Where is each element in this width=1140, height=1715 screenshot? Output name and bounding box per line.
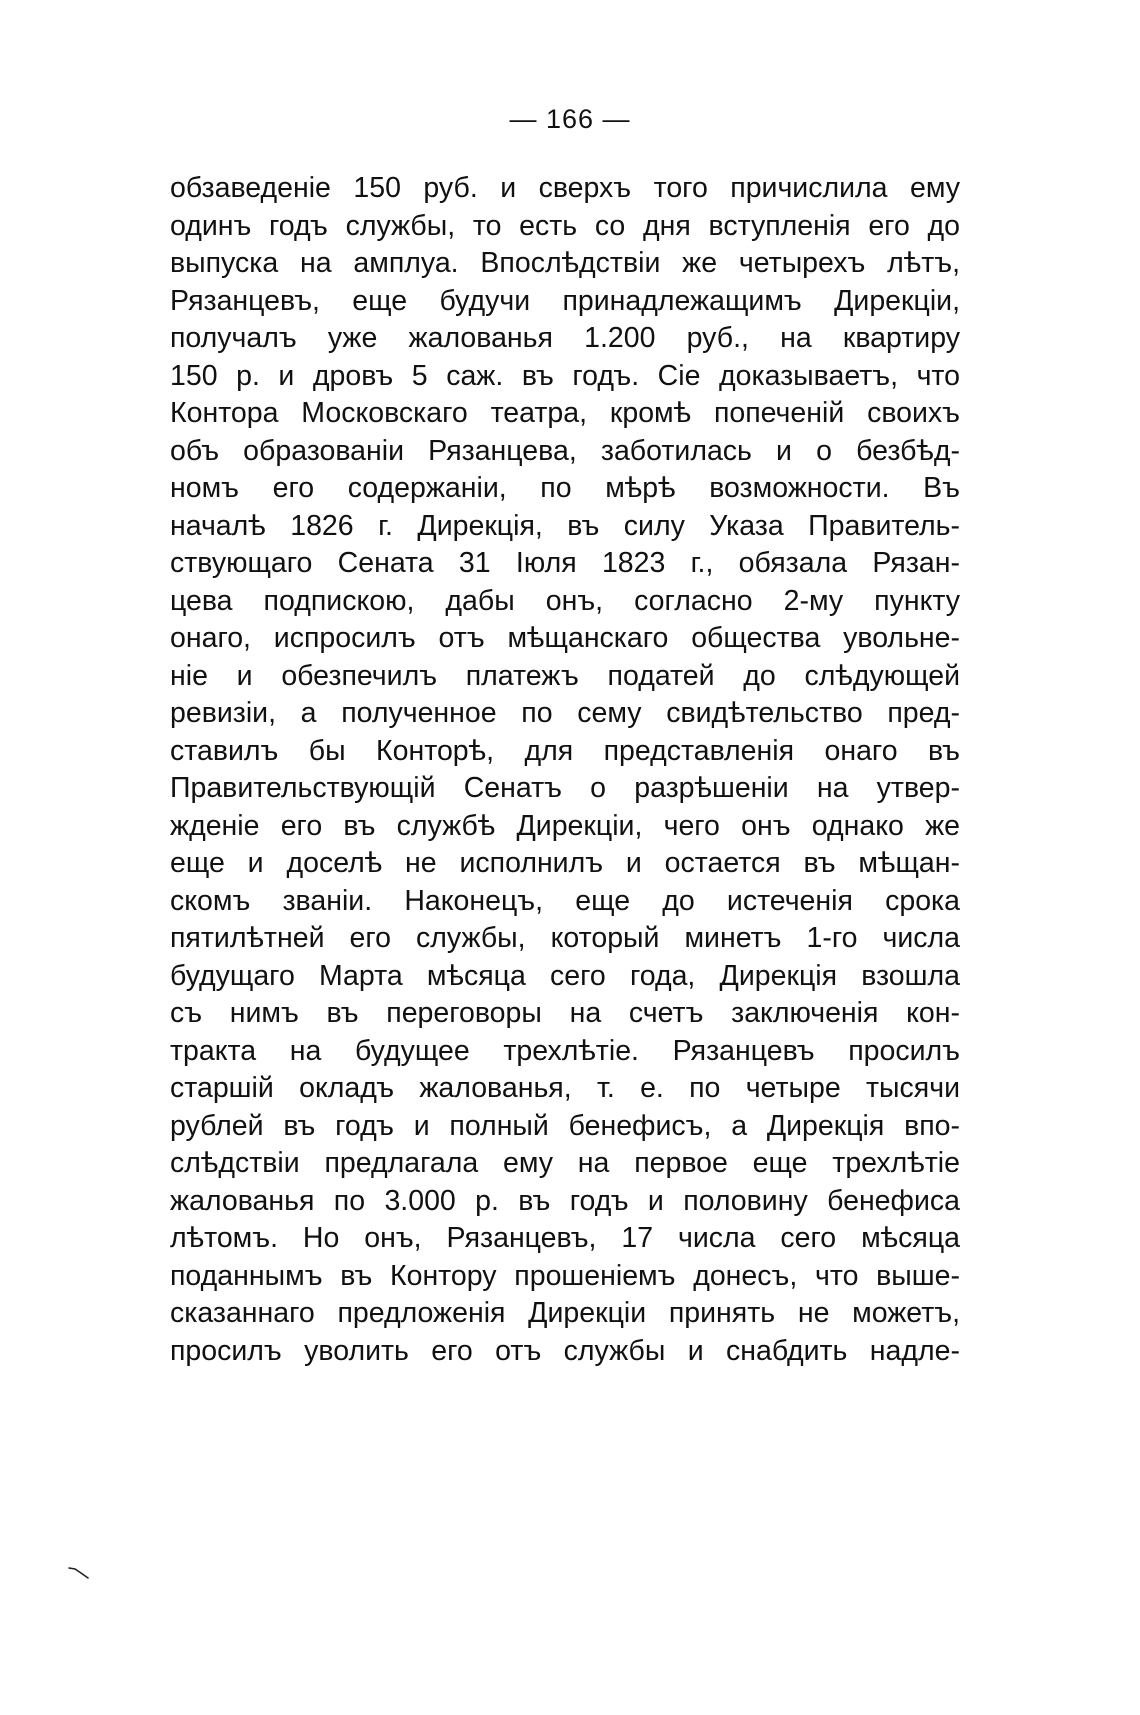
text-line: пятилѣтней его службы, который минетъ 1-го числа [170, 922, 960, 954]
text-line: поданнымъ въ Контору прошеніемъ донесъ, что выше- [170, 1259, 960, 1292]
text-line: Правительствующій Сенатъ о разрѣшеніи на утвер- [170, 772, 960, 804]
stray-mark [68, 1566, 90, 1580]
text-line: ствующаго Сената 31 Іюля 1823 г., обязала Рязан- [170, 547, 960, 579]
text-line: еще и доселѣ не исполнилъ и остается въ мѣщан- [170, 847, 960, 879]
text-line: ніе и обезпечилъ платежъ податей до слѣдующей [170, 659, 960, 692]
text-line: ревизіи, а полученное по сему свидѣтельство пред- [170, 697, 960, 729]
text-line: съ нимъ въ переговоры на счетъ заключенія кон- [170, 997, 960, 1029]
text-line: цева подпискою, дабы онъ, согласно 2-му пункту [170, 584, 960, 617]
text-line: слѣдствіи предлагала ему на первое еще трехлѣтіе [170, 1147, 960, 1179]
text-line: жалованья по 3.000 р. въ годъ и половину бенефиса [170, 1184, 960, 1217]
text-line: тракта на будущее трехлѣтіе. Рязанцевъ просилъ [170, 1034, 960, 1067]
text-line: старшій окладъ жалованья, т. е. по четыре тысячи [170, 1072, 960, 1104]
text-line: Контора Московскаго театра, кромѣ попеченій своихъ [170, 397, 960, 429]
text-line: скомъ званіи. Наконецъ, еще до истеченія срока [170, 884, 960, 917]
text-line: объ образованіи Рязанцева, заботилась и о безбѣд- [170, 434, 960, 467]
text-line: началѣ 1826 г. Дирекція, въ силу Указа Правитель- [170, 509, 960, 542]
text-line: выпуска на амплуа. Впослѣдствіи же четырехъ лѣтъ, [170, 247, 960, 279]
text-line: сказаннаго предложенія Дирекціи принять не можетъ, [170, 1297, 960, 1329]
text-line: просилъ уволить его отъ службы и снабдить надле- [170, 1334, 960, 1367]
text-line: жденіе его въ службѣ Дирекціи, чего онъ однако же [170, 809, 960, 842]
text-line: лѣтомъ. Но онъ, Рязанцевъ, 17 числа сего мѣсяца [170, 1222, 960, 1254]
text-line: номъ его содержаніи, по мѣрѣ возможности. Въ [170, 472, 960, 504]
text-line: 150 р. и дровъ 5 саж. въ годъ. Сіе доказываетъ, что [170, 359, 960, 392]
text-line: получалъ уже жалованья 1.200 руб., на квартиру [170, 322, 960, 354]
text-line: рублей въ годъ и полный бенефисъ, а Дирекція впо- [170, 1109, 960, 1142]
text-line: ставилъ бы Конторѣ, для представленія онаго въ [170, 734, 960, 767]
text-line: онаго, испросилъ отъ мѣщанскаго общества увольне- [170, 622, 960, 654]
text-line: одинъ годъ службы, то есть со дня вступленія его до [170, 209, 960, 242]
text-line: будущаго Марта мѣсяца сего года, Дирекція взошла [170, 959, 960, 992]
text-line: обзаведеніе 150 руб. и сверхъ того причислила ему [170, 172, 960, 204]
text-line: Рязанцевъ, еще будучи принадлежащимъ Дирекціи, [170, 284, 960, 317]
body-text [170, 170, 960, 1370]
page-number: — 166 — [509, 104, 631, 134]
